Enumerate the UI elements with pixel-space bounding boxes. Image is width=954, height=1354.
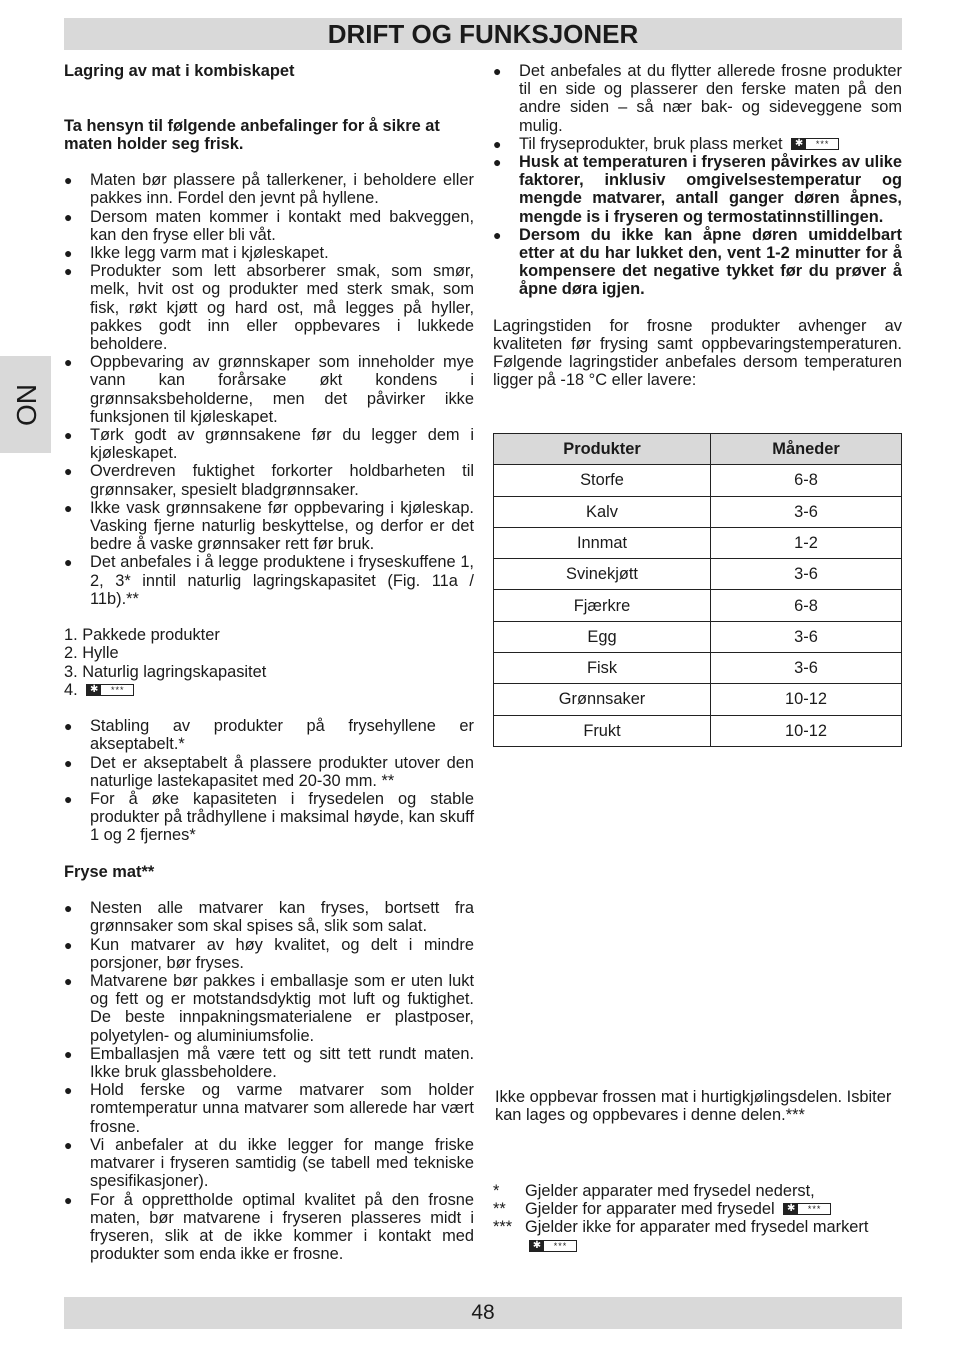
footnote-text: Gjelder apparater med frysedel nederst,: [525, 1182, 815, 1200]
footnote: [493, 1200, 902, 1218]
table-row: [494, 684, 902, 715]
footnote-mark: ***: [493, 1218, 513, 1237]
page-footer: [64, 1297, 902, 1329]
table-row: [494, 621, 902, 652]
list-item: ● For å øke kapasiteten i frysedelen og stable produkter på trådhyllene i maksimal høyde, kan skuff 1 og 2 fjernes*: [64, 790, 474, 845]
stacking-list: [64, 717, 474, 844]
storage-time-paragraph: Lagringstiden for frosne produkter avhenger av kvaliteten før frysing samt oppbevaringstemperaturen. Følgende lagringstider anbefales dersom temperaturen ligger på -18 °C eller lavere:: [493, 316, 902, 390]
table-row: [494, 653, 902, 684]
table-row: [494, 715, 902, 746]
snowflake-four-star-icon: ✱ ***: [791, 138, 839, 150]
list-item: ● Dersom du ikke kan åpne døren umiddelbart etter at du har lukket den, vent 1-2 minutter for å kompensere det negative tykket før du prøver å åpne døra igjen.: [493, 226, 902, 299]
list-item: ● Oppbevaring av grønnskaper som inneholder mye vann kan forårsake økt kondens i grønnsaksbeholderne, men det påvirker ikke funksjonen til kjøleskapet.: [64, 353, 474, 426]
table-cell: 3-6: [711, 653, 902, 684]
table-row: [494, 559, 902, 590]
list-item: ● Hold ferske og varme matvarer som holder romtemperatur unna matvarer som allerede har vært frosne.: [64, 1081, 474, 1136]
footnote-mark: **: [493, 1200, 506, 1219]
table-cell: Frukt: [494, 715, 711, 746]
table-cell: 3-6: [711, 621, 902, 652]
footnote-text: Gjelder for apparater med frysedel: [525, 1200, 775, 1219]
list-item: ● Husk at temperaturen i fryseren påvirkes av ulike faktorer, inklusiv omgivelsestemperatur og mengde matvarer, antall ganger døren åpnes, mengde is i fryseren og termostatinnstillingen.: [493, 153, 902, 226]
footnote-mark: *: [493, 1182, 500, 1200]
table-cell: Kalv: [494, 496, 711, 527]
list-item-text: Til fryseprodukter, bruk plass merket: [519, 134, 783, 153]
table-cell: 3-6: [711, 496, 902, 527]
footnote: [493, 1182, 902, 1200]
table-row: [494, 527, 902, 558]
page-header: [64, 18, 902, 50]
page-number: 48: [471, 1301, 495, 1324]
list-item: ● Tørk godt av grønnsakene før du legger dem i kjøleskapet.: [64, 426, 474, 462]
list-item: [64, 681, 474, 699]
list-item: 3. Naturlig lagringskapasitet: [64, 662, 267, 681]
list-item: ● Ikke legg varm mat i kjøleskapet.: [64, 244, 474, 262]
list-item: 1. Pakkede produkter: [64, 626, 220, 645]
snowflake-four-star-icon: ✱ ***: [86, 684, 134, 696]
note-text: Ikke oppbevar frossen mat i hurtigkjølingsdelen. Isbiter kan lages og oppbevares i denne delen.***: [495, 1088, 892, 1125]
table-cell: 6-8: [711, 465, 902, 496]
list-item: ● Emballasjen må være tett og sitt tett rundt maten. Ikke bruk glassbeholdere.: [64, 1045, 474, 1081]
table-cell: Fjærkre: [494, 590, 711, 621]
list-item: ● Stabling av produkter på frysehyllene er akseptabelt.*: [64, 717, 474, 753]
list-item: ● Nesten alle matvarer kan fryses, bortsett fra grønnsaker som skal spises så, slik som salat.: [64, 899, 474, 935]
list-item: ● Matvarene bør pakkes i emballasje som er uten lukt og fett og er motstandsdyktig mot luft og fuktighet. De beste innpakningsmaterialene er plastposer, polyetylen- og aluminiumsfolie.: [64, 972, 474, 1045]
right-column: [493, 62, 902, 390]
table-row: [494, 465, 902, 496]
list-item: ● Det anbefales i å legge produktene i fryseskuffene 1, 2, 3* inntil naturlig lagringskapasitet (Fig. 11a / 11b).**: [64, 553, 474, 608]
list-item: ● Overdreven fuktighet forkorter holdbarheten til grønnsaker, spesielt bladgrønnsaker.: [64, 462, 474, 498]
heading-recommendations: Ta hensyn til følgende anbefalinger for å sikre at maten holder seg frisk.: [64, 116, 440, 153]
freezing-list: [64, 899, 474, 1263]
list-item: ● Det anbefales at du flytter allerede frosne produkter til en side og plasserer den ferske maten på den andre siden – så nær bak- og sideveggene som mulig.: [493, 62, 902, 135]
table-header-row: [494, 434, 902, 465]
list-item: [493, 135, 902, 153]
left-column: [64, 62, 474, 1263]
language-tab: [0, 356, 51, 453]
table-cell: 10-12: [711, 684, 902, 715]
column-header: Produkter: [494, 434, 711, 465]
list-item: 2. Hylle: [64, 644, 119, 663]
table-cell: Innmat: [494, 527, 711, 558]
snowflake-four-star-icon: ✱ ***: [783, 1203, 831, 1215]
page-title: DRIFT OG FUNKSJONER: [327, 19, 639, 49]
language-tab-label: NO: [10, 383, 42, 426]
numbered-list: [64, 626, 474, 699]
heading-storage: Lagring av mat i kombiskapet: [64, 62, 295, 80]
list-item: ● For å opprettholde optimal kvalitet på den frosne maten, bør matvarene i fryseren plasseres midt i fryseren, slik at de ikke kommer i kontakt med produkter som enda ikke er frosne.: [64, 1191, 474, 1264]
list-item: ● Maten bør plassere på tallerkener, i beholdere eller pakkes inn. Fordel den jevnt på hyllene.: [64, 171, 474, 207]
table-cell: Grønnsaker: [494, 684, 711, 715]
list-item: ● Produkter som lett absorberer smak, som smør, melk, hvit ost og produkter med sterk smak, som fisk, røkt kjøtt og hard ost, må legges på hyller, pakkes godt inn eller oppbevares i lukkede beholdere.: [64, 262, 474, 353]
table-row: [494, 590, 902, 621]
storage-time-table: [493, 433, 902, 747]
list-item: ● Kun matvarer av høy kvalitet, og delt i mindre porsjoner, bør fryses.: [64, 936, 474, 972]
footnote-text: Gjelder ikke for apparater med frysedel markert: [525, 1218, 869, 1237]
list-item: ● Ikke vask grønnsakene før oppbevaring i kjøleskap. Vasking fjerne naturlig beskyttelse, og derfor er det bedre å vaske grønnsaker rett før bruk.: [64, 499, 474, 554]
list-item: ● Vi anbefaler at du ikke legger for mange friske matvarer i fryseren samtidig (se tabell med tekniske spesifikasjoner).: [64, 1136, 474, 1191]
table-cell: 1-2: [711, 527, 902, 558]
footnotes: [493, 1182, 902, 1255]
table-cell: Storfe: [494, 465, 711, 496]
fresh-food-list: [64, 171, 474, 608]
table-cell: Svinekjøtt: [494, 559, 711, 590]
heading-freeze: Fryse mat**: [64, 862, 155, 881]
footnote: [493, 1218, 902, 1254]
list-item-label: 4.: [64, 680, 78, 699]
table-cell: 6-8: [711, 590, 902, 621]
snowflake-four-star-icon: ✱ ***: [529, 1240, 577, 1252]
table-row: [494, 496, 902, 527]
table-cell: Egg: [494, 621, 711, 652]
quick-cool-note: [495, 1088, 902, 1124]
list-item: ● Det er akseptabelt å plassere produkter utover den naturlige lastekapasitet med 20-30 mm. **: [64, 754, 474, 790]
table-cell: Fisk: [494, 653, 711, 684]
freezer-tips-list: [493, 62, 902, 299]
column-header: Måneder: [711, 434, 902, 465]
table-cell: 10-12: [711, 715, 902, 746]
list-item: ● Dersom maten kommer i kontakt med bakveggen, kan den fryse eller bli våt.: [64, 208, 474, 244]
table-cell: 3-6: [711, 559, 902, 590]
